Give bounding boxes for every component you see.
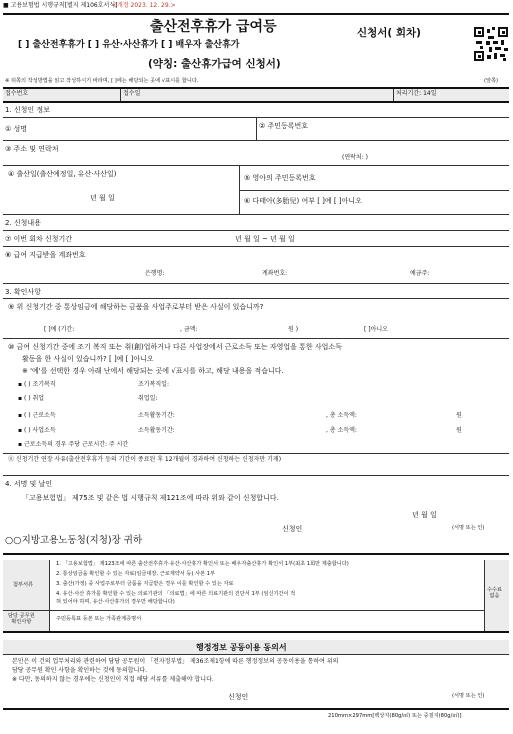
address-field[interactable]: ③ 주소 및 연락처 bbox=[5, 145, 59, 153]
consent-line-2: 담당 공무원 확인 사항을 확인하는 것에 동의합니다. bbox=[12, 667, 148, 674]
account-label: ⑧ 급여 지급받을 계좌번호 bbox=[5, 251, 86, 259]
fee-label: 수수료 없음 bbox=[487, 587, 503, 599]
period-field[interactable]: 년 월 일 ~ 년 월 일 bbox=[235, 235, 295, 243]
attachment-item-3: 3. 출산(가정) 중 사업주로부터 금품을 지급받은 경우 이를 확인할 수 있는 자료 bbox=[56, 581, 234, 587]
bank-name-field[interactable]: 은행명: bbox=[145, 270, 165, 277]
q9-won: 원 ) bbox=[288, 326, 299, 333]
birth-date-label: ④ 출산일(출산예정일, 유산·사산일) bbox=[8, 170, 117, 178]
consent-line-3: ※ 다만, 동의하지 않는 경우에는 신청인이 직접 해당 서류를 제출해야 합니다. bbox=[12, 676, 214, 683]
early-return-date-field[interactable]: 조기복직일: bbox=[138, 381, 170, 388]
instruction-note: ※ 뒤쪽의 작성방법을 읽고 작성하시기 바라며, [ ]에는 해당되는 곳에 √표시를 합니다. bbox=[5, 78, 199, 84]
law-reference: ■ 고용보험법 시행규칙[별지 제106호서식] bbox=[3, 2, 118, 9]
processing-period: 처리기간: 14일 bbox=[396, 90, 437, 97]
applicant-name-field[interactable]: ① 성명 bbox=[5, 125, 28, 133]
official-check-item: 주민등록표 등본 또는 가족관계증명서 bbox=[56, 616, 142, 622]
attachments-label: 첨부서류 bbox=[13, 582, 34, 588]
official-check-label: 담당 공무원 확인사항 bbox=[8, 613, 35, 625]
q10-question-line2[interactable]: 활동을 한 사실이 있습니까? [ ]예 [ ]아니오 bbox=[22, 355, 154, 363]
section4-heading: 4. 서명 및 날인 bbox=[5, 480, 53, 488]
multiple-birth-options[interactable]: ⑥ 다태아(多胎兒) 여부 [ ]예 [ ]아니오 bbox=[244, 197, 362, 205]
weekly-hours-field[interactable]: ▪ 근로소득의 경우 주당 근로시간: 주 시간 bbox=[18, 441, 129, 448]
q11-extension-reason[interactable]: ⑪ 신청기간 연장 사유(출산전후휴가 등의 기간이 종료된 후 12개월이 경과하여 신청하는 신청자만 기재) bbox=[8, 456, 282, 463]
early-return-option[interactable]: ▪ ( ) 조기복직 bbox=[18, 381, 56, 388]
attachment-item-1: 1. 「고용보험법」 제123조에 따른 출산전후휴가·유산·사산휴가 확인서 또는 배우자출산휴가 확인서 1부(최초 1회만 제출합니다) bbox=[56, 561, 349, 567]
q9-question: ⑨ 위 신청기간 중 통상임금에 해당하는 금품을 사업주로부터 받은 사실이 있습니까? bbox=[8, 303, 264, 311]
addressee: ○○지방고용노동청(지청)장 귀하 bbox=[5, 535, 143, 546]
receipt-date-label: 접수일 bbox=[123, 90, 141, 97]
business-income-option[interactable]: ▪ ( ) 사업소득 bbox=[18, 427, 56, 434]
signature-applicant-label: 신청인 bbox=[282, 525, 303, 533]
birth-date-field[interactable]: 년 월 일 bbox=[90, 194, 115, 202]
section3-heading: 3. 확인사항 bbox=[5, 288, 41, 296]
attachment-item-4b: 혀 있어야 하며, 유산·사산휴가의 경우만 해당합니다) bbox=[56, 599, 175, 605]
signature-sign-field[interactable]: (서명 또는 인) bbox=[452, 525, 485, 531]
business-total-field[interactable]: , 총 소득액: bbox=[326, 427, 357, 434]
business-won: 원 bbox=[456, 427, 462, 434]
qr-code-icon bbox=[474, 27, 508, 61]
business-period-field[interactable]: 소득활동기간: bbox=[138, 427, 175, 434]
section1-heading: 1. 신청인 정보 bbox=[5, 106, 50, 114]
form-title: 출산전후휴가 급여등 bbox=[150, 19, 277, 35]
labor-income-option[interactable]: ▪ ( ) 근로소득 bbox=[18, 412, 56, 419]
period-label: ⑦ 이번 회차 신청기간 bbox=[5, 235, 73, 243]
employed-option[interactable]: ▪ ( ) 취업 bbox=[18, 395, 45, 402]
baby-rrn-field[interactable]: ⑤ 영아의 주민등록번호 bbox=[244, 174, 316, 182]
revision-date: <개정 2023. 12. 29.> bbox=[112, 2, 176, 9]
employed-date-field[interactable]: 취업일: bbox=[138, 395, 158, 402]
account-number-field[interactable]: 계좌번호: bbox=[262, 270, 288, 277]
applicant-rrn-field[interactable]: ② 주민등록번호 bbox=[259, 122, 309, 130]
q10-note: ※ '예'를 선택한 경우 아래 난에서 해당되는 곳에 √표시를 하고, 해당 내용을 적습니다. bbox=[22, 367, 284, 375]
paper-spec: 210mm×297mm[백상지(80g/㎡) 또는 중질지(80g/㎡)] bbox=[328, 713, 462, 719]
attachment-item-2: 2. 통상임금을 확인할 수 있는 자료(임금대장, 근로계약서 등) 사본 1부 bbox=[56, 571, 216, 577]
q9-no-option[interactable]: [ ]아니오 bbox=[364, 326, 388, 333]
section2-heading: 2. 신청내용 bbox=[5, 219, 41, 227]
phone-field[interactable]: (연락처: ) bbox=[342, 154, 368, 161]
header-rule bbox=[3, 13, 509, 15]
labor-period-field[interactable]: 소득활동기간: bbox=[138, 412, 175, 419]
account-holder-field[interactable]: 예금주: bbox=[410, 270, 430, 277]
attachment-item-4a: 4. 유산·사산 휴가를 확인할 수 있는 의료기관의 「의료법」에 따른 의료기관의 진단서 1부 (임신기간이 적 bbox=[56, 591, 296, 597]
signature-date-field[interactable]: 년 월 일 bbox=[412, 511, 437, 519]
form-abbreviation: (약칭: 출산휴가급여 신청서) bbox=[148, 58, 281, 70]
leave-type-options[interactable]: [ ] 출산전후휴가 [ ] 유산·사산휴가 [ ] 배우자 출산휴가 bbox=[18, 40, 240, 50]
page-side: (앞쪽) bbox=[484, 78, 499, 84]
labor-won: 원 bbox=[456, 412, 462, 419]
labor-total-field[interactable]: , 총 소득액: bbox=[326, 412, 357, 419]
q9-yes-option[interactable]: [ ]예 (기간: bbox=[44, 326, 75, 333]
receipt-number-label: 접수번호 bbox=[5, 90, 29, 97]
q9-amount-field[interactable]: , 금액: bbox=[180, 326, 198, 333]
consent-applicant-label: 신청인 bbox=[228, 693, 249, 701]
signature-statement: 「고용보험법」 제75조 및 같은 법 시행규칙 제121조에 따라 위와 같이 신청합니다. bbox=[22, 494, 279, 502]
consent-heading: 행정정보 공동이용 동의서 bbox=[196, 643, 287, 652]
consent-line-1: 본인은 이 건의 업무처리와 관련하여 담당 공무원이 「전자정부법」 제36조제1항에 따른 행정정보의 공동이용을 통하여 위의 bbox=[12, 658, 339, 665]
q10-question-line1: ⑩ 금여 신청기간 중에 조기 복직 또는 취(創)업하거나 다른 사업장에서 근로소득 또는 자영업을 통한 사업소득 bbox=[8, 343, 342, 351]
form-title-suffix: 신청서( 회차) bbox=[357, 27, 421, 39]
consent-sign-field[interactable]: (서명 또는 인) bbox=[452, 693, 485, 699]
